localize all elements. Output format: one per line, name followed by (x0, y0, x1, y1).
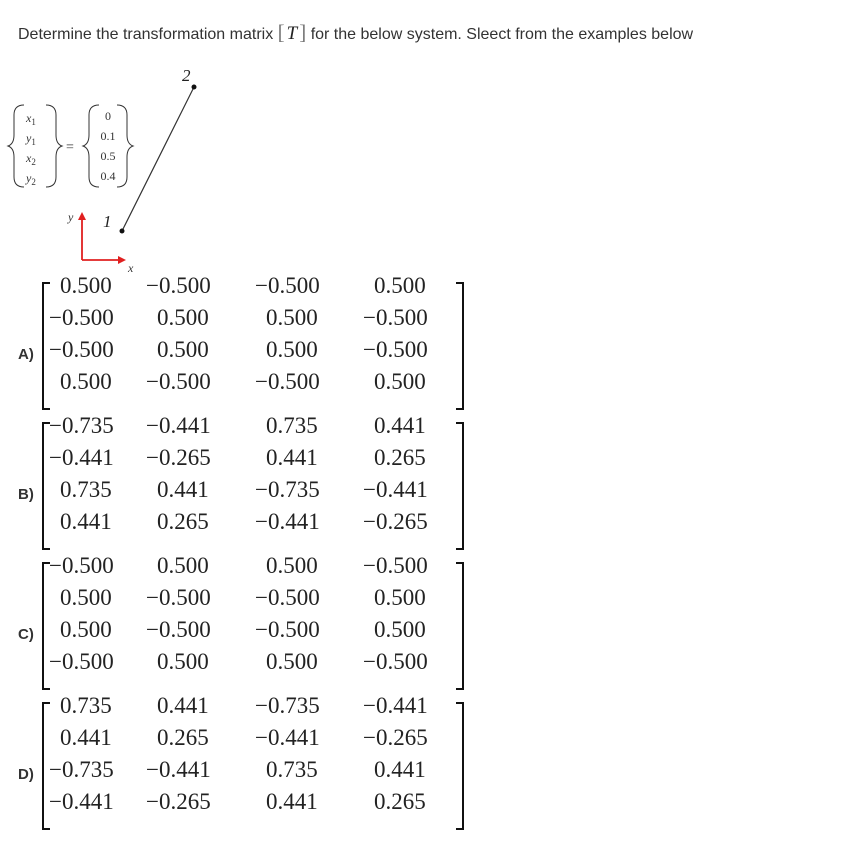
matrix-cell: −0.441 (255, 725, 320, 750)
x-axis-label: x (128, 261, 134, 275)
matrix-right-bracket (456, 282, 464, 410)
matrix-cell: −0.265 (363, 725, 428, 750)
matrix-cell: −0.500 (255, 585, 320, 610)
matrix-cell: −0.500 (363, 553, 428, 578)
vector-value-1: 0 (105, 109, 111, 123)
y-axis-arrow-icon (78, 212, 86, 220)
matrix-cell: −0.500 (363, 337, 428, 362)
matrix-cell: 0.500 (60, 617, 112, 642)
matrix-cell: 0.500 (266, 337, 318, 362)
matrix-cell: 0.441 (60, 725, 112, 750)
matrix-cell: −0.500 (146, 585, 211, 610)
option-a-matrix (42, 273, 464, 416)
matrix-cell: 0.500 (266, 649, 318, 674)
matrix-left-bracket (42, 422, 50, 550)
matrix-cell: 0.500 (374, 273, 426, 298)
matrix-cell: 0.441 (374, 757, 426, 782)
matrix-cell: 0.500 (374, 369, 426, 394)
matrix-cell: 0.265 (374, 789, 426, 814)
matrix-cell: −0.500 (146, 369, 211, 394)
vector-value-2: 0.1 (100, 129, 116, 143)
option-c[interactable] (0, 553, 480, 704)
vector-value-3: 0.5 (100, 149, 116, 163)
option-a[interactable] (0, 273, 480, 424)
matrix-cell: 0.500 (60, 585, 112, 610)
matrix-right-bracket (456, 562, 464, 690)
option-a-label[interactable]: A) (18, 346, 34, 363)
matrix-cell: 0.735 (60, 693, 112, 718)
matrix-cell: 0.441 (157, 477, 209, 502)
option-b-matrix (42, 413, 464, 556)
vector-right-brace (46, 105, 62, 187)
matrix-cell: −0.735 (49, 757, 114, 782)
node-1-dot (120, 229, 125, 234)
question-text-before: Determine the transformation matrix (18, 26, 274, 43)
matrix-cell: −0.500 (363, 305, 428, 330)
matrix-cell: 0.735 (266, 413, 318, 438)
vector-value-4: 0.4 (100, 169, 116, 183)
vector-left-brace (8, 105, 24, 187)
node-1-label: 1 (103, 212, 112, 231)
matrix-cell: −0.441 (49, 789, 114, 814)
vector-symbol-x1: $x_1$ (26, 111, 36, 127)
matrix-cell: −0.500 (49, 337, 114, 362)
matrix-cell: 0.441 (157, 693, 209, 718)
vector-symbol-x2: $x_2$ (26, 151, 36, 167)
matrix-cell: −0.500 (255, 617, 320, 642)
matrix-cell: −0.500 (363, 649, 428, 674)
matrix-cell: 0.735 (60, 477, 112, 502)
option-c-matrix (42, 553, 464, 696)
option-b[interactable] (0, 413, 480, 564)
matrix-cell: −0.500 (255, 369, 320, 394)
matrix-cell: 0.500 (374, 585, 426, 610)
vector-symbol-y1: $y_1$ (26, 131, 36, 147)
matrix-cell: 0.265 (157, 725, 209, 750)
matrix-cell: 0.500 (266, 553, 318, 578)
matrix-right-bracket (456, 422, 464, 550)
matrix-cell: −0.441 (363, 693, 428, 718)
vector-symbol-y2: $y_2$ (26, 171, 36, 187)
matrix-cell: −0.265 (363, 509, 428, 534)
matrix-cell: 0.265 (157, 509, 209, 534)
truss-diagram (0, 60, 230, 275)
truss-member (122, 87, 194, 231)
node-2-dot (192, 85, 197, 90)
option-d[interactable] (0, 693, 480, 844)
matrix-cell: −0.441 (363, 477, 428, 502)
question-bracket-close: ] (299, 20, 307, 44)
option-d-label[interactable]: D) (18, 766, 34, 783)
matrix-cell: 0.500 (157, 305, 209, 330)
matrix-cell: −0.441 (146, 413, 211, 438)
matrix-cell: 0.500 (157, 553, 209, 578)
values-left-brace (83, 105, 99, 187)
matrix-cell: −0.735 (255, 477, 320, 502)
option-c-label[interactable]: C) (18, 626, 34, 643)
matrix-cell: −0.735 (49, 413, 114, 438)
matrix-cell: 0.441 (374, 413, 426, 438)
matrix-cell: 0.735 (266, 757, 318, 782)
y-axis-label: y (68, 210, 74, 224)
matrix-cell: 0.441 (266, 789, 318, 814)
values-right-brace (117, 105, 133, 187)
vector-equals: = (66, 140, 74, 155)
question-matrix-symbol: T (286, 23, 298, 44)
option-b-label[interactable]: B) (18, 486, 34, 503)
matrix-cell: −0.500 (255, 273, 320, 298)
question-bracket-open: [ (277, 20, 285, 44)
matrix-cell: −0.500 (49, 649, 114, 674)
matrix-cell: −0.500 (49, 305, 114, 330)
node-2-label: 2 (182, 66, 191, 85)
matrix-cell: 0.500 (374, 617, 426, 642)
x-axis-arrow-icon (118, 256, 126, 264)
matrix-cell: −0.265 (146, 789, 211, 814)
matrix-cell: 0.441 (60, 509, 112, 534)
matrix-cell: −0.265 (146, 445, 211, 470)
question-text (18, 20, 693, 45)
matrix-cell: −0.441 (255, 509, 320, 534)
matrix-right-bracket (456, 702, 464, 830)
matrix-cell: −0.500 (146, 617, 211, 642)
matrix-cell: 0.500 (60, 273, 112, 298)
matrix-cell: −0.441 (49, 445, 114, 470)
matrix-cell: 0.265 (374, 445, 426, 470)
matrix-cell: 0.441 (266, 445, 318, 470)
question-text-after: for the below system. Sleect from the examples below (310, 26, 694, 43)
matrix-cell: 0.500 (266, 305, 318, 330)
matrix-cell: 0.500 (157, 649, 209, 674)
matrix-cell: 0.500 (157, 337, 209, 362)
matrix-cell: −0.500 (146, 273, 211, 298)
matrix-cell: 0.500 (60, 369, 112, 394)
matrix-cell: −0.735 (255, 693, 320, 718)
matrix-cell: −0.500 (49, 553, 114, 578)
matrix-cell: −0.441 (146, 757, 211, 782)
option-d-matrix (42, 693, 464, 836)
